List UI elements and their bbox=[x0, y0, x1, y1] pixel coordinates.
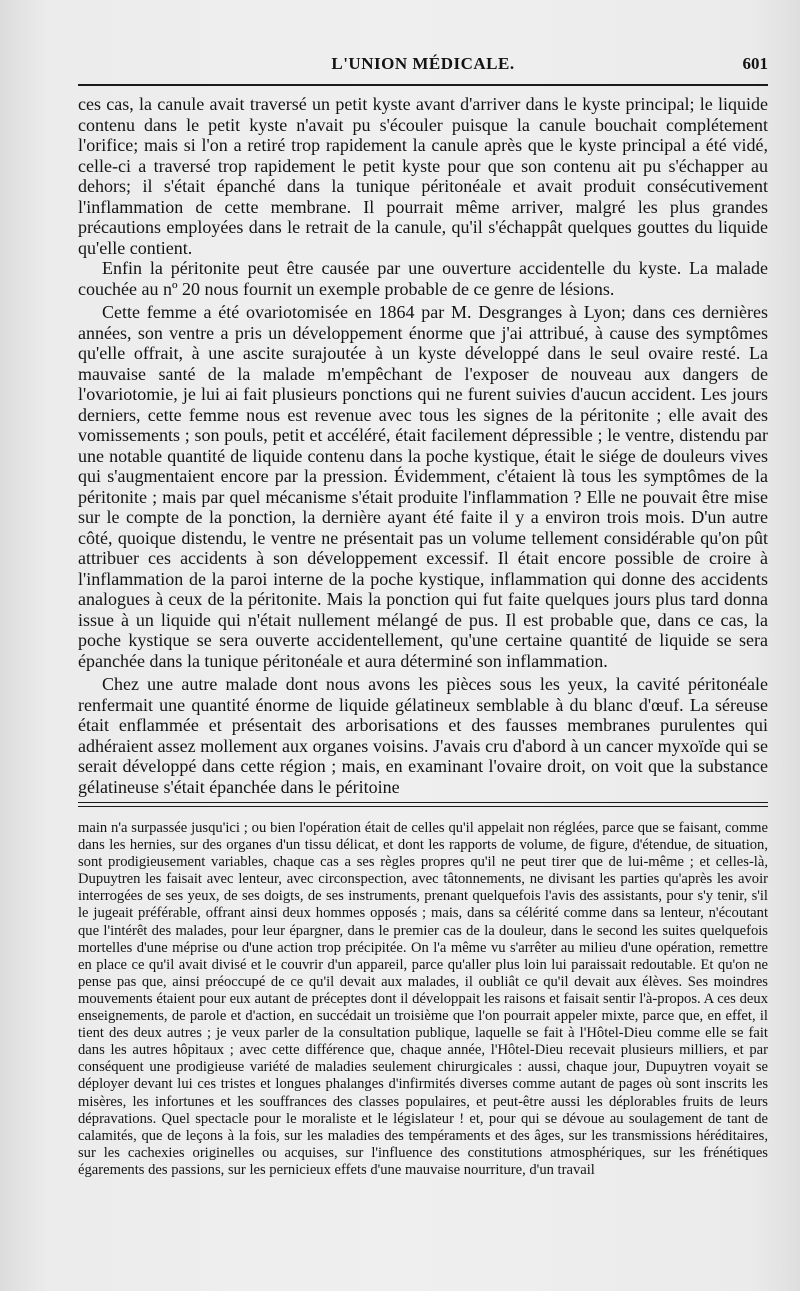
page-header bbox=[78, 54, 768, 78]
feuilleton-paragraph: main n'a surpassée jusqu'ici ; ou bien l'opération était de celles qu'il appelait non réglées, parce que se faisant, comme dans les hernies, sur des organes d'un tissu délicat, et dont les rapports de volume, de figure, d'étendue, de situation, sont prodigieusement variables, chaque cas a ses règles propres qu'il ne peut tirer que de lui-même ; et celles-là, Dupuytren les faisait avec lenteur, avec circonspection, avec tâtonnements, ne divisant les parties qu'après les avoir interrogées de ses yeux, de ses doigts, de ses instruments, prenant quelquefois l'avis des assistants, pour s'y tenir, s'il le jugeait préférable, offrant ainsi deux hommes opposés ; mais, dans sa célérité comme dans sa lenteur, n'écoutant que l'intérêt des malades, pour leur épargner, dans le premier cas de la douleur, dans le second les suites quelquefois mortelles d'une méprise ou d'une action trop précipitée. On l'a même vu s'arrêter au milieu d'une opération, remettre en place ce qu'il avait divisé et le couvrir d'un appareil, parce qu'aller plus loin lui paraissait redoutable. Et qu'on ne pense pas que, ainsi préoccupé de ce qu'il devait aux malades, il oubliât ce qu'il devait aux élèves. Ses moindres mouvements étaient pour eux autant de préceptes dont il développait les raisons et faisait sentir l'à-propos. A ces deux enseignements, de parole et d'action, en succédait un troisième que l'on pourrait appeler mixte, parce que, en effet, il tient des deux autres ; je veux parler de la consultation publique, laquelle se fait à l'Hôtel-Dieu comme elle se fait dans les autres hôpitaux ; avec cette différence que, chaque année, l'Hôtel-Dieu recevait plusieurs milliers, et par conséquent une prodigieuse variété de maladies seulement chirurgicales : aussi, chaque jour, Dupuytren voyait se déployer devant lui ces tristes et longues phalanges d'infirmités diverses comme autant de pages où sont inscrits les misères, les infortunes et les souffrances des classes populaires, et peut-être aussi les déplorables fruits de leurs dépravations. Quel spectacle pour le moraliste et le législateur ! et, pour qui se dévoue au soulagement de tant de calamités, que de leçons à la fois, sur les maladies des tempéraments et des âges, sur les transmissions héréditaires, sur les cachexies originelles ou acquises, sur l'influence des constitutions atmosphériques, sur les frénétiques égarements des passions, sur les pernicieux effets d'une mauvaise nourriture, d'un travail bbox=[78, 820, 768, 1178]
header-rule bbox=[78, 84, 768, 86]
paragraph-4: Chez une autre malade dont nous avons les pièces sous les yeux, la cavité péritonéale renfermait une quantité énorme de liquide gélatineux semblable à du blanc d'œuf. La séreuse était enflammée et présentait des arborisations et des fausses membranes purulentes qui adhéraient assez mollement aux organes voisins. J'avais cru d'abord à un cancer myxoïde qui se serait développé dans cette région ; mais, en examinant l'ovaire droit, on voit que la substance gélatineuse s'était épanchée dans le péritoine bbox=[78, 674, 768, 797]
paragraph-3: Cette femme a été ovariotomisée en 1864 par M. Desgranges à Lyon; dans ces dernières années, son ventre a pris un développement énorme que j'ai attribué, à cause des symptômes qu'elle offrait, à une ascite surajoutée à un kyste développé dans le seul ovaire resté. La mauvaise santé de la malade m'empêchant de l'exposer de nouveau aux dangers de l'ovariotomie, je lui ai fait plusieurs ponctions qui ne furent suivies d'aucun accident. Les jours derniers, cette femme nous est revenue avec tous les signes de la péritonite ; elle avait des vomissements ; son pouls, petit et accéléré, était facilement dépressible ; le ventre, distendu par une notable quantité de liquide contenu dans la poche kystique, était le siége de douleurs vives qui s'augmentaient encore par la pression. Évidemment, c'étaient là tous les symptômes de la péritonite ; mais par quel mécanisme s'était produite l'inflammation ? Elle ne pouvait être mise sur le compte de la ponction, la dernière ayant été faite il y a environ trois mois. D'un autre côté, quoique distendu, le ventre ne présentait pas un volume tellement considérable qu'on pût attribuer ces accidents à son développement excessif. Il était encore possible de croire à l'inflammation de la paroi interne de la poche kystique, inflammation qui donne des accidents analogues à ceux de la péritonite. Mais la ponction qui fut faite quelques jours plus tard donna issue à un liquide qui n'était nullement mélangé de pus. Il est probable que, dans ce cas, la poche kystique se sera ouverte accidentellement, qu'une certaine quantité de liquide se sera épanchée dans la tunique péritonéale et aura déterminé son inflammation. bbox=[78, 302, 768, 671]
paragraph-1: ces cas, la canule avait traversé un petit kyste avant d'arriver dans le kyste principal; le liquide contenu dans le petit kyste n'avait pu s'écouler puisque la canule bouchait complétement l'orifice; mais si l'on a retiré trop rapidement la canule après que le kyste principal a été vidé, celle-ci a traversé trop rapidement le petit kyste pour que son contenu ait pu s'échapper au dehors; il s'était épanché dans la tunique péritonéale et avait produit consécutivement l'inflammation de cette membrane. Il pourrait même arriver, malgré les plus grandes précautions employées dans le retrait de la canule, qu'il s'échappât quelques gouttes du liquide qu'elle contient. bbox=[78, 94, 768, 258]
main-text bbox=[78, 94, 768, 797]
paragraph-2: Enfin la péritonite peut être causée par une ouverture accidentelle du kyste. La malade couchée au nº 20 nous fournit un exemple probable de ce genre de lésions. bbox=[78, 258, 768, 299]
feuilleton-text bbox=[78, 820, 768, 1179]
page-number: 601 bbox=[742, 54, 768, 73]
footnote-separator-rule bbox=[78, 802, 768, 807]
running-title: L'UNION MÉDICALE. bbox=[331, 54, 515, 73]
